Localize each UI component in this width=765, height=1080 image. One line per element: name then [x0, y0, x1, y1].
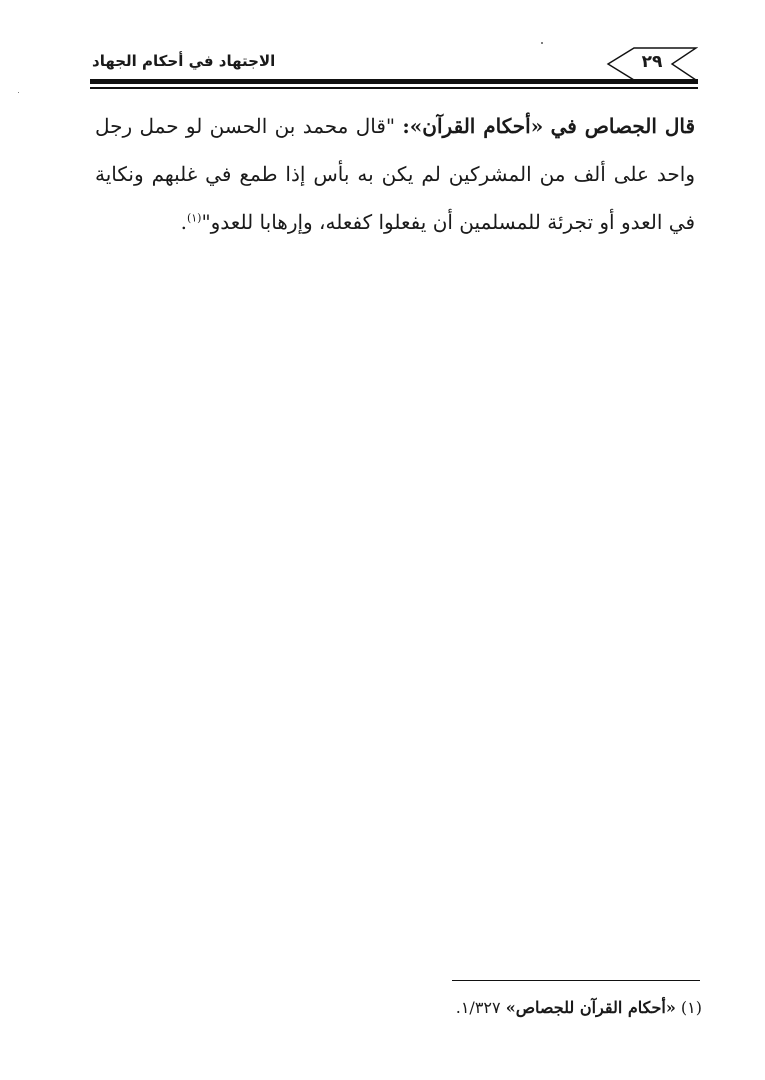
sentence-end: . — [180, 210, 187, 234]
quotation-text: "قال محمد بن الحسن لو حمل رجل واحد على ألف من المشركين لم يكن به بأس إذا طمع في غلبهم ونكاية في العدو أو تجرئة للمسلمين أن يفعلوا كفعله، وإرهابا للعدو" — [95, 114, 695, 234]
footnote-marker: (١) — [680, 998, 702, 1017]
header-rule-thin — [90, 87, 698, 89]
footnote-reference: (١) — [186, 211, 202, 225]
book-reference: «أحكام القرآن»: — [402, 114, 544, 138]
scan-speck — [541, 42, 543, 44]
body-paragraph — [95, 102, 695, 246]
footnote-book: «أحكام القرآن للجصاص» — [505, 998, 676, 1017]
running-title: الاجتهاد في أحكام الجهاد — [92, 52, 276, 70]
footnote-ref: ١/٣٢٧. — [455, 998, 501, 1017]
footnote — [380, 998, 702, 1017]
speaker-text: قال الجصاص في — [550, 114, 696, 138]
footnote-separator — [452, 980, 700, 981]
page-number-badge — [606, 46, 698, 82]
header-rule-thick — [90, 79, 698, 84]
scan-speck — [18, 92, 19, 93]
page-number: ٢٩ — [641, 52, 663, 72]
